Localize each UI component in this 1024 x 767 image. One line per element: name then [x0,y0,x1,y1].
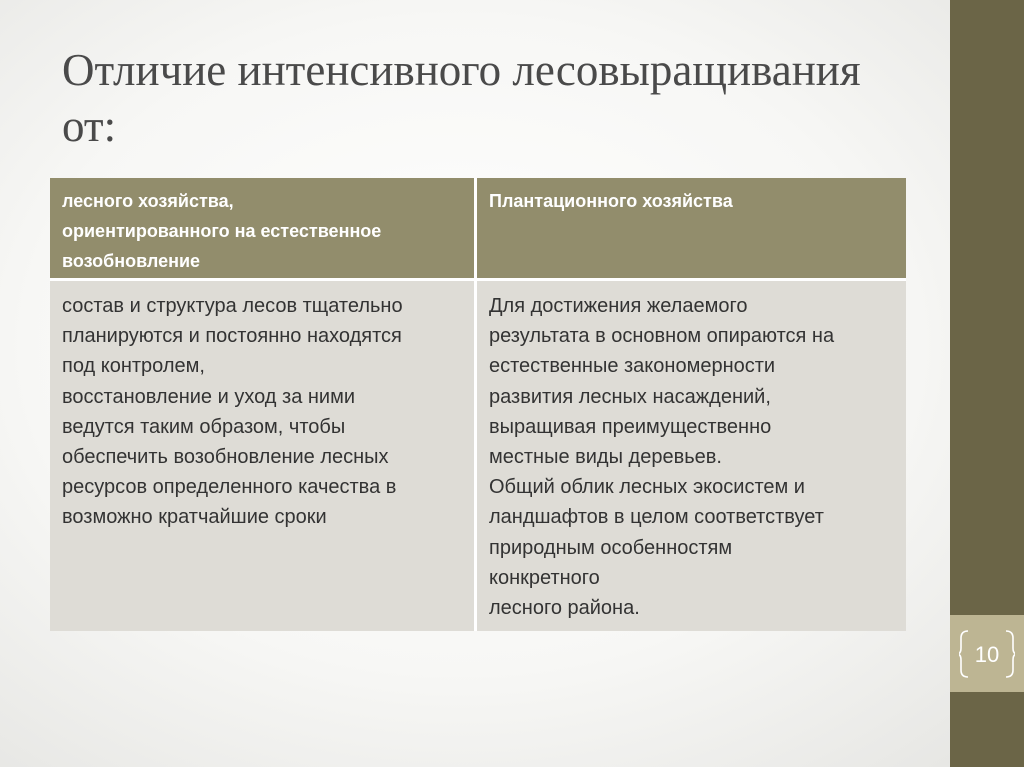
header-plantation-forestry [477,178,906,281]
cell-line: результата в основном опираются на [489,325,835,348]
header-natural-forestry [50,178,477,281]
cell-line: состав и структура лесов тщательно [62,295,403,317]
cell-line: Общий облик лесных экосистем и [489,476,805,499]
page-number: 10 [974,642,1000,667]
comparison-table [50,178,906,631]
cell-line: планируются и постоянно находятся [62,325,402,348]
header-line: Плантационного хозяйства [489,191,733,211]
cell-line: выращивая преимущественно [489,415,772,438]
cell-line: восстановление и уход за ними [62,385,356,408]
slide-title-line: от: [62,101,117,151]
header-line: возобновление [62,251,201,271]
slide-title [62,42,922,154]
cell-line: возможно кратчайшие сроки [62,506,327,529]
cell-line: ресурсов определенного качества в [62,476,397,499]
cell-line: природным особенностям [489,536,733,559]
header-line: лесного хозяйства, [62,191,234,211]
cell-line: естественные закономерности [489,355,776,378]
cell-line: конкретного [489,566,600,589]
header-line: ориентированного на естественное [62,221,382,241]
cell-line: под контролем, [62,355,205,378]
slide-title-line: Отличие интенсивного лесовыращивания [62,45,861,95]
cell-plantation-forestry [477,281,906,631]
table-header-row [50,178,906,281]
cell-line: местные виды деревьев. [489,446,722,469]
table-row [50,281,906,631]
cell-natural-forestry [50,281,477,631]
cell-line: развития лесных насаждений, [489,385,771,408]
cell-line: обеспечить возобновление лесных [62,446,389,469]
cell-line: Для достижения желаемого [489,295,748,317]
cell-line: ведутся таким образом, чтобы [62,415,346,438]
cell-line: лесного района. [489,597,640,620]
cell-line: ландшафтов в целом соответствует [489,506,824,529]
